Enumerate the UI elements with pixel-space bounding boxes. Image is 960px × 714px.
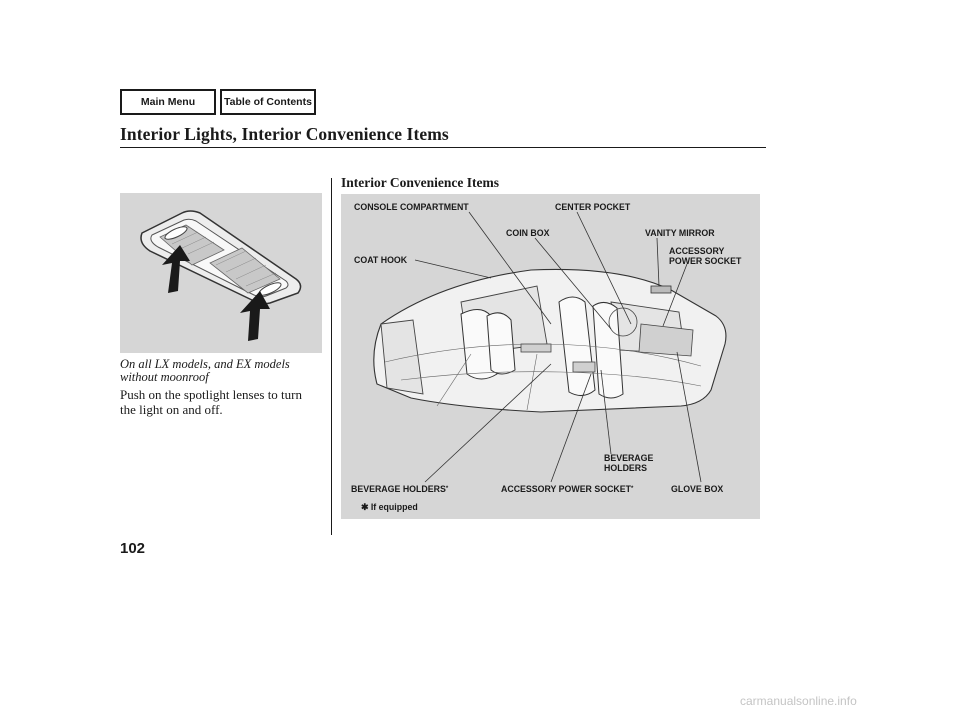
label-beverage-holders-front [604,454,653,473]
label-line: HOLDERS [604,462,648,473]
label-line: ACCESSORY [669,246,725,256]
label-glove-box: GLOVE BOX [671,484,724,494]
label-line: POWER SOCKET [669,255,742,266]
page-title: Interior Lights, Interior Convenience Items [120,124,449,144]
label-coin-box: COIN BOX [506,228,550,238]
table-of-contents-button[interactable]: Table of Contents [220,89,316,115]
caption-line: without moonroof [120,370,209,384]
footnote-text: If equipped [370,502,418,512]
label-text: ACCESSORY POWER SOCKET [501,484,632,494]
label-line: BEVERAGE [604,453,654,463]
body-line: the light on and off. [120,401,223,417]
label-vanity-mirror: VANITY MIRROR [645,228,715,238]
car-interior-drawing [341,194,760,519]
label-accessory-power-socket-rear [501,485,633,495]
label-center-pocket: CENTER POCKET [555,202,631,212]
column-divider [331,178,332,535]
label-console-compartment: CONSOLE COMPARTMENT [354,202,469,212]
footnote-mark: ✱ [361,502,369,512]
interior-illustration [341,194,760,519]
asterisk-mark: * [631,486,634,492]
footnote [361,503,418,513]
overhead-light-drawing [120,193,322,353]
model-caption [120,358,330,384]
page-number: 102 [120,540,146,557]
watermark: carmanualsonline.info [740,694,857,708]
main-menu-button[interactable]: Main Menu [120,89,216,115]
title-divider [120,147,766,148]
label-accessory-power-socket [669,247,741,266]
label-text: BEVERAGE HOLDERS [351,484,446,494]
label-coat-hook: COAT HOOK [354,255,408,265]
spotlight-illustration [120,193,322,353]
body-line: Push on the spotlight lenses to turn [120,387,302,402]
section-heading: Interior Convenience Items [341,175,499,190]
asterisk-mark: * [445,486,449,492]
spotlight-instructions [120,388,330,417]
label-beverage-holders-rear [351,485,448,495]
caption-line: On all LX models, and EX models [120,357,290,371]
